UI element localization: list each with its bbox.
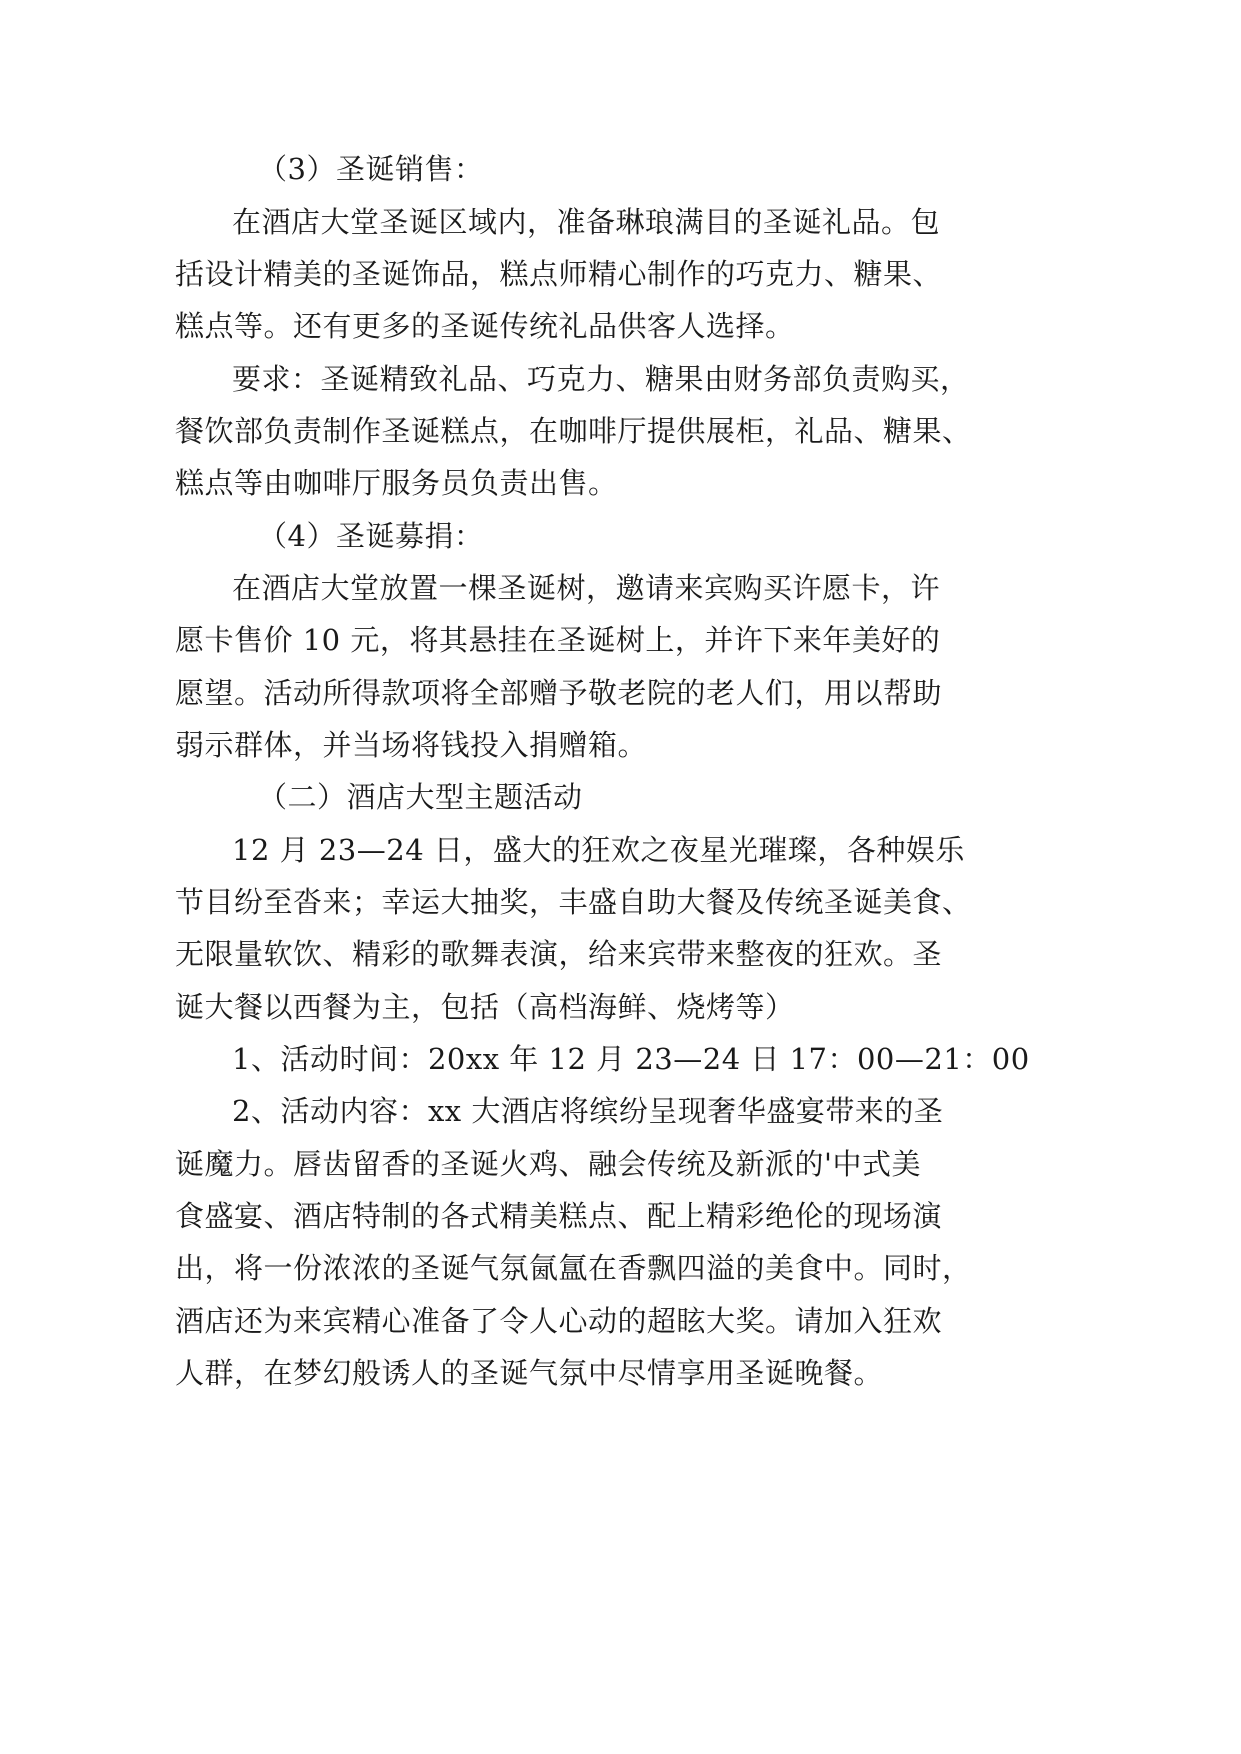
paragraph-line: 酒店还为来宾精心准备了令人心动的超眩大奖。请加入狂欢 [175,1304,943,1338]
paragraph-line: 愿卡售价 10 元，将其悬挂在圣诞树上，并许下来年美好的 [175,623,941,657]
paragraph-line: 出，将一份浓浓的圣诞气氛氤氲在香飘四溢的美食中。同时， [175,1251,972,1285]
paragraph-line: 括设计精美的圣诞饰品，糕点师精心制作的巧克力、糖果、 [175,257,943,291]
paragraph-line: 12 月 23—24 日，盛大的狂欢之夜星光璀璨，各种娱乐 [232,833,965,867]
paragraph-line: 2、活动内容：xx 大酒店将缤纷呈现奢华盛宴带来的圣 [232,1094,944,1128]
paragraph-line: 糕点等由咖啡厅服务员负责出售。 [175,466,618,500]
heading-christmas-donation: （4）圣诞募捐： [258,519,484,553]
heading-hotel-theme-event: （二）酒店大型主题活动 [258,780,583,814]
heading-christmas-sales: （3）圣诞销售： [258,152,484,186]
paragraph-line: 人群，在梦幻般诱人的圣诞气氛中尽情享用圣诞晚餐。 [175,1356,884,1390]
paragraph-line: 节目纷至沓来；幸运大抽奖，丰盛自助大餐及传统圣诞美食、 [175,885,972,919]
paragraph-line: 食盛宴、酒店特制的各式精美糕点、配上精彩绝伦的现场演 [175,1199,943,1233]
paragraph-line: 无限量软饮、精彩的歌舞表演，给来宾带来整夜的狂欢。圣 [175,937,943,971]
paragraph-line: 诞大餐以西餐为主，包括（高档海鲜、烧烤等） [175,990,795,1024]
paragraph-line: 弱示群体，并当场将钱投入捐赠箱。 [175,728,648,762]
paragraph-line: 在酒店大堂圣诞区域内，准备琳琅满目的圣诞礼品。包 [232,205,941,239]
paragraph-line: 愿望。活动所得款项将全部赠予敬老院的老人们，用以帮助 [175,676,943,710]
paragraph-line: 诞魔力。唇齿留香的圣诞火鸡、融会传统及新派的'中式美 [175,1147,921,1181]
event-time-line: 1、活动时间：20xx 年 12 月 23—24 日 17：00—21：00 [232,1042,1030,1076]
paragraph-line: 餐饮部负责制作圣诞糕点，在咖啡厅提供展柜，礼品、糖果、 [175,414,972,448]
paragraph-line: 在酒店大堂放置一棵圣诞树，邀请来宾购买许愿卡，许 [232,571,941,605]
paragraph-line: 糕点等。还有更多的圣诞传统礼品供客人选择。 [175,309,795,343]
paragraph-line: 要求：圣诞精致礼品、巧克力、糖果由财务部负责购买， [232,362,970,396]
